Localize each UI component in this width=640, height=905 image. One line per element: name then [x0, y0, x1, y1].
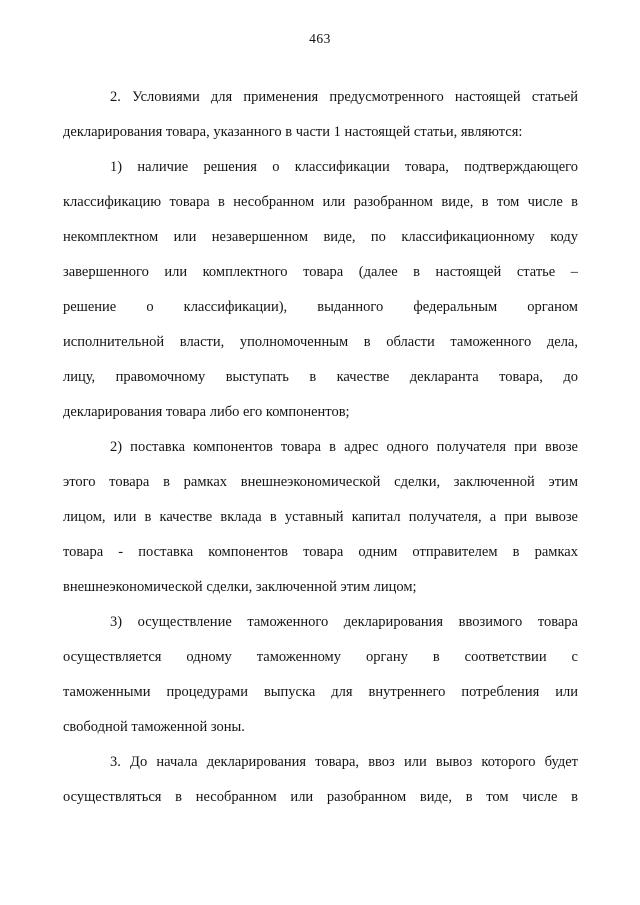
text-line: 2) поставка компонентов товара в адрес одного получателя при ввозе: [110, 439, 578, 455]
text-line: внешнеэкономической сделки, заключенной этим лицом;: [63, 579, 417, 595]
text-line: классификацию товара в несобранном или разобранном виде, в том числе в: [63, 194, 578, 210]
text-line: 2. Условиями для применения предусмотренного настоящей статьей: [110, 89, 578, 105]
text-line: лицу, правомочному выступать в качестве декларанта товара, до: [63, 369, 578, 385]
paragraph: [63, 80, 578, 150]
text-line: декларирования товара либо его компонентов;: [63, 404, 350, 420]
paragraph: [63, 150, 578, 430]
text-line: завершенного или комплектного товара (далее в настоящей статье –: [63, 264, 578, 280]
text-line: решение о классификации), выданного федеральным органом: [63, 299, 578, 315]
text-line: некомплектном или незавершенном виде, по классификационному коду: [63, 229, 578, 245]
text-line: 3) осуществление таможенного декларирования ввозимого товара: [110, 614, 578, 630]
document-body: [63, 80, 578, 815]
text-line: свободной таможенной зоны.: [63, 719, 245, 735]
text-line: 1) наличие решения о классификации товара, подтверждающего: [110, 159, 578, 175]
text-line: товара - поставка компонентов товара одним отправителем в рамках: [63, 544, 578, 560]
paragraph: [63, 430, 578, 605]
paragraph: [63, 605, 578, 745]
text-line: декларирования товара, указанного в части 1 настоящей статьи, являются:: [63, 124, 523, 140]
text-line: этого товара в рамках внешнеэкономической сделки, заключенной этим: [63, 474, 578, 490]
text-line: осуществляется одному таможенному органу в соответствии с: [63, 649, 578, 665]
paragraph: [63, 745, 578, 815]
text-line: 3. До начала декларирования товара, ввоз или вывоз которого будет: [110, 754, 578, 770]
text-line: исполнительной власти, уполномоченным в области таможенного дела,: [63, 334, 578, 350]
page-number: 463: [309, 31, 331, 46]
text-line: осуществляться в несобранном или разобранном виде, в том числе в: [63, 789, 578, 805]
text-line: лицом, или в качестве вклада в уставный капитал получателя, а при вывозе: [63, 509, 578, 525]
text-line: таможенными процедурами выпуска для внутреннего потребления или: [63, 684, 578, 700]
